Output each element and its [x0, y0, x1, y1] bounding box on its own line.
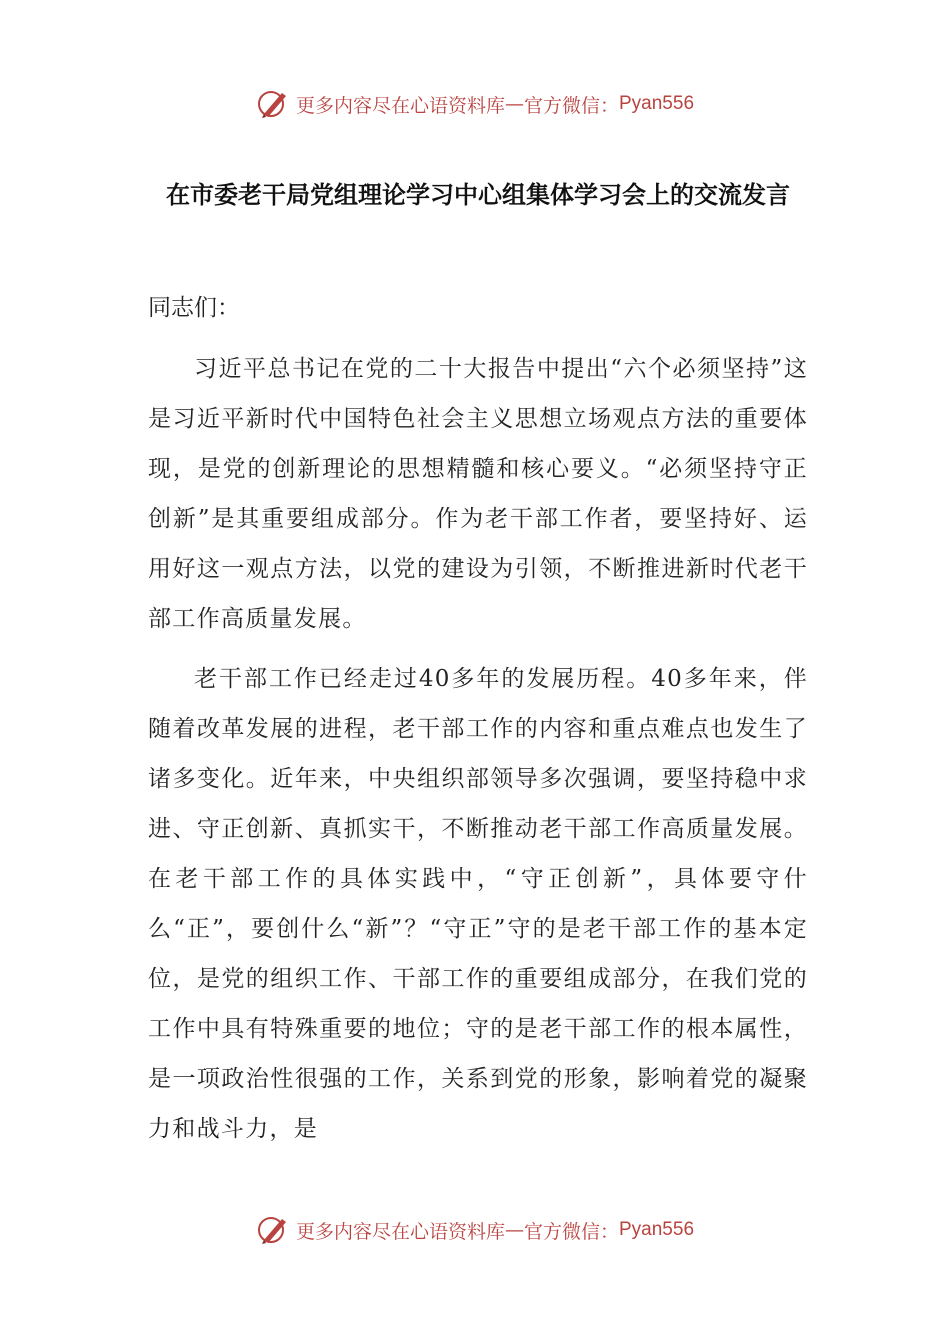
document-title: 在市委老干局党组理论学习中心组集体学习会上的交流发言: [166, 181, 790, 209]
banner-official-label: 官方微信：: [523, 94, 619, 117]
pen-logo-icon: [256, 87, 290, 121]
pen-logo-icon: [256, 1213, 290, 1247]
banner-brand: 更多内容尽在心语资料库: [295, 94, 505, 117]
footer-separator: —: [504, 1219, 524, 1241]
footer-wechat-id: Pyan556: [619, 1219, 695, 1240]
banner-wechat-id: Pyan556: [619, 93, 695, 114]
header-banner: [0, 82, 950, 126]
banner-separator: —: [504, 93, 524, 115]
footer-official-label: 官方微信：: [523, 1220, 619, 1243]
footer-banner: [0, 1208, 950, 1252]
greeting: 同志们：: [148, 295, 240, 321]
paragraph-2: 老干部工作已经走过40多年的发展历程。40多年来，伴随着改革发展的进程，老干部工作的内容和重点难点也发生了诸多变化。近年来，中央组织部领导多次强调，要坚持稳中求进、守正创新、真抓实干，不断推动老干部工作高质量发展。在老干部工作的具体实践中，“守正创新”，具体要守什么“正”，要创什么“新”？“守正”守的是老干部工作的基本定位，是党的组织工作、干部工作的重要组成部分，在我们党的工作中具有特殊重要的地位；守的是老干部工作的根本属性，是一项政治性很强的工作，关系到党的形象，影响着党的凝聚力和战斗力，是: [148, 666, 808, 1142]
footer-brand: 更多内容尽在心语资料库: [295, 1220, 505, 1243]
paragraph-1: 习近平总书记在党的二十大报告中提出“六个必须坚持”这是习近平新时代中国特色社会主义思想立场观点方法的重要体现，是党的创新理论的思想精髓和核心要义。“必须坚持守正创新”是其重要组成部分。作为老干部工作者，要坚持好、运用好这一观点方法，以党的建设为引领，不断推进新时代老干部工作高质量发展。: [148, 356, 808, 632]
